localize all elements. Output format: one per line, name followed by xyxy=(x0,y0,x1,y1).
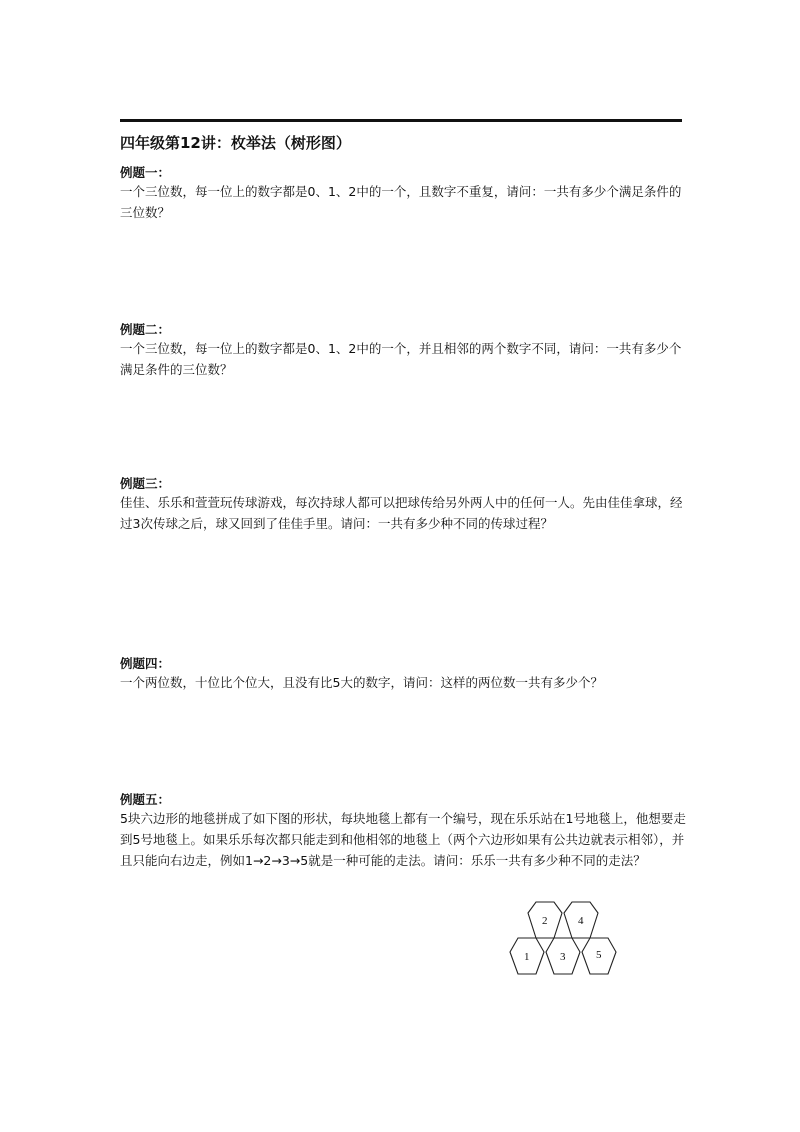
page-title: 四年级第12讲：枚举法（树形图） xyxy=(120,134,351,152)
header-rule xyxy=(120,119,682,122)
hexagon-label-4: 4 xyxy=(578,915,584,927)
problem-4-label: 例题四： xyxy=(120,656,171,671)
problem-5-label: 例题五： xyxy=(120,792,171,807)
problem-1-text: 一个三位数，每一位上的数字都是0、1、2中的一个，且数字不重复，请问：一共有多少个满足条件的三位数？ xyxy=(120,184,682,220)
hexagon-label-1: 1 xyxy=(524,951,530,963)
problem-5-text: 5块六边形的地毯拼成了如下图的形状，每块地毯上都有一个编号，现在乐乐站在1号地毯上，他想要走到5号地毯上。如果乐乐每次都只能走到和他相邻的地毯上（两个六边形如果有公共边就表示相邻），并且只能向右边走，例如1→2→3→5就是一种可能的走法。请问：乐乐一共有多少种不同的走法？ xyxy=(120,811,686,868)
problem-4-text: 一个两位数，十位比个位大，且没有比5大的数字，请问：这样的两位数一共有多少个？ xyxy=(120,675,603,690)
hexagon-label-2: 2 xyxy=(542,915,548,927)
hexagon-carpet-figure xyxy=(504,900,634,982)
problem-3-label: 例题三： xyxy=(120,476,171,491)
problem-2-label: 例题二： xyxy=(120,322,171,337)
problem-3-text: 佳佳、乐乐和萱萱玩传球游戏，每次持球人都可以把球传给另外两人中的任何一人。先由佳佳拿球，经过3次传球之后，球又回到了佳佳手里。请问：一共有多少种不同的传球过程？ xyxy=(120,495,683,531)
hexagon-label-3: 3 xyxy=(560,951,566,963)
hexagon-label-5: 5 xyxy=(596,949,602,961)
problem-2-text: 一个三位数，每一位上的数字都是0、1、2中的一个，并且相邻的两个数字不同，请问：一共有多少个满足条件的三位数？ xyxy=(120,341,682,377)
problem-1-label: 例题一： xyxy=(120,165,171,180)
